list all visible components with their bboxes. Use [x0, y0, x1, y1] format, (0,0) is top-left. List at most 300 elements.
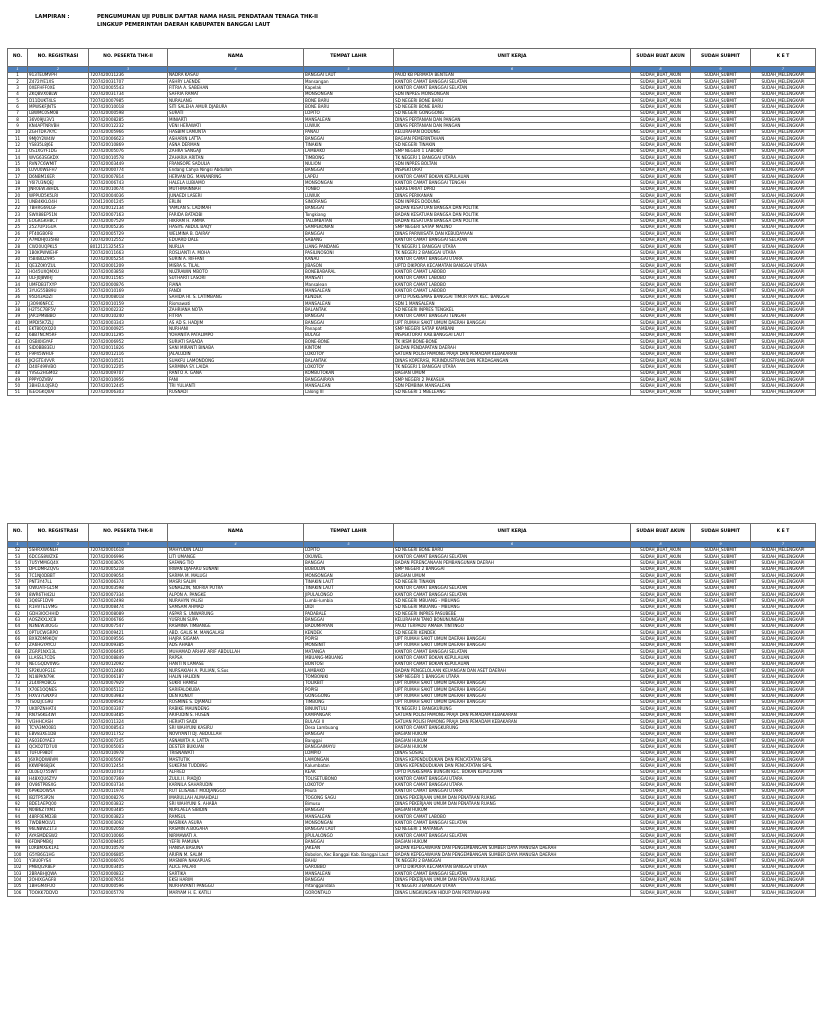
- cell-birthplace: KANAU: [304, 256, 394, 262]
- cell-account-status: SUDAH_BUAT_AKUN: [631, 649, 691, 655]
- cell-registration-number: 8WR6TH42LI: [28, 592, 89, 598]
- cell-registration-number: 2OHIXGAGF8: [28, 877, 89, 883]
- cell-account-status: SUDAH_BUAT_AKUN: [631, 617, 691, 623]
- cell-remarks: SUDAH_MELENGKAPI: [751, 370, 816, 376]
- cell-work-unit: UPTD PUSKESMAS BUNGIN KEC. BOKAN KEPULAUAN: [394, 769, 631, 775]
- cell-name: MISRA S. TILAL: [168, 262, 304, 268]
- cell-remarks: SUDAH_MELENGKAPI: [751, 611, 816, 617]
- cell-account-status: SUDAH_BUAT_AKUN: [631, 744, 691, 750]
- cell-no: 97: [8, 833, 28, 839]
- cell-participant-number: 7207420008849: [89, 655, 168, 661]
- cell-birthplace: POPISI: [304, 636, 394, 642]
- cell-registration-number: G5YB6G1HG: [28, 852, 89, 858]
- cell-participant-number: 7207420005543: [89, 85, 168, 91]
- cell-work-unit: SD NEGERI BONE BARU: [394, 97, 631, 103]
- cell-participant-number: 7207420031707: [89, 78, 168, 84]
- cell-registration-number: 2BRABHJQWA: [28, 871, 89, 877]
- cell-submit-status: SUDAH_SUBMIT: [691, 364, 751, 370]
- cell-no: 22: [8, 205, 28, 211]
- cell-account-status: SUDAH_BUAT_AKUN: [631, 256, 691, 262]
- cell-work-unit: UPT RUMAH SAKIT UMUM DAERAH BANGGAI: [394, 680, 631, 686]
- cell-submit-status: SUDAH_SUBMIT: [691, 547, 751, 553]
- cell-no: 71: [8, 668, 28, 674]
- cell-name: ROSMINE S. DJAMALI: [168, 699, 304, 705]
- cell-submit-status: SUDAH_SUBMIT: [691, 155, 751, 161]
- cell-birthplace: PANAU: [304, 129, 394, 135]
- cell-no: 8: [8, 117, 28, 123]
- cell-submit-status: SUDAH_SUBMIT: [691, 275, 751, 281]
- cell-name: YOHANITA PATALIMPO: [168, 332, 304, 338]
- cell-account-status: SUDAH_BUAT_AKUN: [631, 389, 691, 395]
- cell-birthplace: KENDEK: [304, 294, 394, 300]
- cell-work-unit: DINAS KEPENDUDUKAN DAN PENCATATAN SIPIL: [394, 756, 631, 762]
- cell-name: NOVIYANTI DJ. ABDULLAH: [168, 731, 304, 737]
- cell-submit-status: SUDAH_SUBMIT: [691, 883, 751, 889]
- cell-remarks: SUDAH_MELENGKAPI: [751, 383, 816, 389]
- cell-registration-number: 3YUG55B89U: [28, 288, 89, 294]
- cell-birthplace: BADUMPAYAN: [304, 623, 394, 629]
- cell-account-status: SUDAH_BUAT_AKUN: [631, 826, 691, 832]
- cell-participant-number: 7207420010018: [89, 104, 168, 110]
- cell-birthplace: MONSONGAN: [304, 180, 394, 186]
- cell-remarks: SUDAH_MELENGKAPI: [751, 731, 816, 737]
- cell-work-unit: INSPEKTORAT KAB.BANGGAI LAUT: [394, 332, 631, 338]
- cell-participant-number: 7207420010521: [89, 358, 168, 364]
- cell-birthplace: Kalumbatan: [304, 763, 394, 769]
- cell-submit-status: SUDAH_SUBMIT: [691, 750, 751, 756]
- cell-remarks: SUDAH_MELENGKAPI: [751, 579, 816, 585]
- cell-remarks: SUDAH_MELENGKAPI: [751, 174, 816, 180]
- cell-work-unit: SMP NEGERI 2 BANGGAI: [394, 566, 631, 572]
- cell-no: 103: [8, 871, 28, 877]
- cell-name: RABIKE MAUNDENG: [168, 706, 304, 712]
- cell-birthplace: Desa Lambuang: [304, 725, 394, 731]
- cell-submit-status: SUDAH_SUBMIT: [691, 110, 751, 116]
- cell-birthplace: Mansangan: [304, 78, 394, 84]
- cell-no: 88: [8, 775, 28, 781]
- cell-name: SITI SALEHA AMUR DJABURA: [168, 104, 304, 110]
- cell-remarks: SUDAH_MELENGKAPI: [751, 155, 816, 161]
- cell-account-status: SUDAH_BUAT_AKUN: [631, 281, 691, 287]
- cell-birthplace: LOMPIO: [304, 750, 394, 756]
- cell-no: 47: [8, 364, 28, 370]
- cell-no: 23: [8, 212, 28, 218]
- cell-remarks: SUDAH_MELENGKAPI: [751, 332, 816, 338]
- cell-submit-status: SUDAH_SUBMIT: [691, 871, 751, 877]
- cell-birthplace: mtanggandala: [304, 883, 394, 889]
- cell-name: HIKRAM H. AMMA: [168, 218, 304, 224]
- cell-name: HANISA BASUNA: [168, 845, 304, 851]
- cell-registration-number: 1BHGM4FUO: [28, 883, 89, 889]
- cell-name: NURAHYN YALISI: [168, 598, 304, 604]
- cell-work-unit: SD NEGERI BONE BARU: [394, 547, 631, 553]
- header-title-line1: PENGUMUMAN UJI PUBLIK DAFTAR NAMA HASIL PENDATAAN TENAGA THK-II: [97, 14, 318, 20]
- cell-submit-status: SUDAH_SUBMIT: [691, 180, 751, 186]
- cell-submit-status: SUDAH_SUBMIT: [691, 205, 751, 211]
- cell-work-unit: SEKRETARIAT DPRD: [394, 186, 631, 192]
- cell-registration-number: 0XEFHFF0XE: [28, 85, 89, 91]
- cell-work-unit: TK NEGERI 1 BANGGAI UTARA: [394, 155, 631, 161]
- column-header-name: NAMA: [168, 49, 304, 67]
- cell-remarks: SUDAH_MELENGKAPI: [751, 85, 816, 91]
- cell-no: 39: [8, 313, 28, 319]
- cell-birthplace: BANGGAI: [304, 560, 394, 566]
- cell-remarks: SUDAH_MELENGKAPI: [751, 668, 816, 674]
- cell-participant-number: 7207420010578: [89, 845, 168, 851]
- cell-submit-status: SUDAH_SUBMIT: [691, 858, 751, 864]
- cell-submit-status: SUDAH_SUBMIT: [691, 744, 751, 750]
- cell-work-unit: SD NEGERI TINAKIN: [394, 579, 631, 585]
- cell-work-unit: BAGIAN UMUM: [394, 370, 631, 376]
- cell-submit-status: SUDAH_SUBMIT: [691, 237, 751, 243]
- cell-participant-number: 7207420006187: [89, 674, 168, 680]
- cell-submit-status: SUDAH_SUBMIT: [691, 611, 751, 617]
- cell-no: 20: [8, 193, 28, 199]
- cell-name: FANDI: [168, 288, 304, 294]
- cell-work-unit: SD NEGERI GONGGONG: [394, 110, 631, 116]
- cell-birthplace: LAPEU: [304, 174, 394, 180]
- cell-no: 68: [8, 649, 28, 655]
- cell-account-status: SUDAH_BUAT_AKUN: [631, 674, 691, 680]
- cell-name: SARTIKA: [168, 871, 304, 877]
- cell-birthplace: TINAKIN LAUT: [304, 585, 394, 591]
- cell-work-unit: KANTOR CAMAT BANGGAI TENGAH: [394, 313, 631, 319]
- cell-work-unit: DINAS PARIWISATA DAN KEBUDAYAAN: [394, 231, 631, 237]
- cell-participant-number: 7207420012232: [89, 123, 168, 129]
- cell-birthplace: BANGGAI: [304, 731, 394, 737]
- cell-account-status: SUDAH_BUAT_AKUN: [631, 174, 691, 180]
- cell-account-status: SUDAH_BUAT_AKUN: [631, 237, 691, 243]
- cell-name: DEN KUNUT: [168, 693, 304, 699]
- cell-account-status: SUDAH_BUAT_AKUN: [631, 845, 691, 851]
- cell-work-unit: SD NEGERI INPRES PASUBEBE: [394, 611, 631, 617]
- cell-name: ARIFUDIN S. HUSEN: [168, 712, 304, 718]
- cell-account-status: SUDAH_BUAT_AKUN: [631, 224, 691, 230]
- cell-participant-number: 7207420008474: [89, 604, 168, 610]
- registration-table-page-2: [7, 523, 816, 897]
- cell-name: Endang Cahya Ningsi Abdullah: [168, 167, 304, 173]
- cell-birthplace: LUWUK: [304, 193, 394, 199]
- cell-submit-status: SUDAH_SUBMIT: [691, 148, 751, 154]
- cell-participant-number: 7207420007245: [89, 737, 168, 743]
- cell-no: 24: [8, 218, 28, 224]
- cell-registration-number: QE3Z0KYZUL: [28, 262, 89, 268]
- cell-remarks: SUDAH_MELENGKAPI: [751, 339, 816, 345]
- cell-name: SUNAEZIN, NOFRIA PUTRA: [168, 585, 304, 591]
- cell-registration-number: HO45UXQMXU: [28, 269, 89, 275]
- cell-name: YUSRUN SUPA: [168, 617, 304, 623]
- cell-submit-status: SUDAH_SUBMIT: [691, 351, 751, 357]
- cell-no: 62: [8, 611, 28, 617]
- cell-account-status: SUDAH_BUAT_AKUN: [631, 180, 691, 186]
- column-header-birthplace: TEMPAT LAHIR: [304, 524, 394, 542]
- cell-remarks: SUDAH_MELENGKAPI: [751, 769, 816, 775]
- cell-name: ARIFIN M. SALIM: [168, 852, 304, 858]
- cell-participant-number: 7207420011826: [89, 345, 168, 351]
- cell-participant-number: 7207420012134: [89, 205, 168, 211]
- cell-name: ASHARIN LATTA: [168, 136, 304, 142]
- cell-submit-status: SUDAH_SUBMIT: [691, 212, 751, 218]
- cell-account-status: SUDAH_BUAT_AKUN: [631, 883, 691, 889]
- cell-work-unit: DINAS PERIKANAN: [394, 193, 631, 199]
- cell-birthplace: BANGGAI LAUT: [304, 72, 394, 78]
- cell-no: 5: [8, 97, 28, 103]
- cell-name: SURATI: [168, 110, 304, 116]
- cell-submit-status: SUDAH_SUBMIT: [691, 845, 751, 851]
- cell-work-unit: UPTD PUSKESMAS BANGGAI TIMUR RAYA KEC. BANGGAI: [394, 294, 631, 300]
- cell-account-status: SUDAH_BUAT_AKUN: [631, 820, 691, 826]
- cell-remarks: SUDAH_MELENGKAPI: [751, 826, 816, 832]
- cell-name: IRWAN DJAFARU SUNANI: [168, 566, 304, 572]
- cell-remarks: SUDAH_MELENGKAPI: [751, 680, 816, 686]
- cell-submit-status: SUDAH_SUBMIT: [691, 78, 751, 84]
- cell-registration-number: X70E1OQNES: [28, 687, 89, 693]
- cell-submit-status: SUDAH_SUBMIT: [691, 300, 751, 306]
- cell-account-status: SUDAH_BUAT_AKUN: [631, 117, 691, 123]
- cell-registration-number: AYASMDESW2: [28, 833, 89, 839]
- cell-participant-number: 7207420007814: [89, 174, 168, 180]
- cell-submit-status: SUDAH_SUBMIT: [691, 262, 751, 268]
- cell-submit-status: SUDAH_SUBMIT: [691, 712, 751, 718]
- cell-participant-number: 7207420002232: [89, 307, 168, 313]
- cell-remarks: SUDAH_MELENGKAPI: [751, 782, 816, 788]
- cell-participant-number: 7207420010703: [89, 769, 168, 775]
- cell-remarks: SUDAH_MELENGKAPI: [751, 180, 816, 186]
- cell-account-status: SUDAH_BUAT_AKUN: [631, 763, 691, 769]
- cell-submit-status: SUDAH_SUBMIT: [691, 598, 751, 604]
- cell-participant-number: 7207420000598: [89, 110, 168, 116]
- cell-remarks: SUDAH_MELENGKAPI: [751, 553, 816, 559]
- cell-participant-number: 7207420006495: [89, 649, 168, 655]
- cell-participant-number: 7207420008543: [89, 725, 168, 731]
- column-number: 6: [394, 542, 631, 548]
- cell-name: SAMSAM AHMAD: [168, 604, 304, 610]
- cell-name: SAHIDA HI. S. LATIMBANG: [168, 294, 304, 300]
- cell-participant-number: 7207420005003: [89, 744, 168, 750]
- cell-account-status: SUDAH_BUAT_AKUN: [631, 604, 691, 610]
- table-row: [8, 389, 816, 395]
- cell-name: ZAHARIA ARITAN: [168, 155, 304, 161]
- cell-name: SANI MIRANTI BINABA: [168, 345, 304, 351]
- cell-work-unit: SDN INPRES DODUNG: [394, 199, 631, 205]
- cell-submit-status: SUDAH_SUBMIT: [691, 833, 751, 839]
- cell-birthplace: TIMBONG: [304, 699, 394, 705]
- cell-registration-number: IB2TP53P2N: [28, 795, 89, 801]
- cell-registration-number: 0PTUCWGRPO: [28, 630, 89, 636]
- cell-no: 67: [8, 642, 28, 648]
- cell-birthplace: BALANTAK: [304, 358, 394, 364]
- column-number: 5: [304, 542, 394, 548]
- cell-participant-number: 7207420006805: [89, 852, 168, 858]
- cell-no: 31: [8, 262, 28, 268]
- cell-birthplace: NULION: [304, 161, 394, 167]
- cell-participant-number: 7207420003823: [89, 814, 168, 820]
- cell-birthplace: Panapat: [304, 326, 394, 332]
- cell-remarks: SUDAH_MELENGKAPI: [751, 358, 816, 364]
- cell-no: 86: [8, 763, 28, 769]
- cell-name: VENI HERAWATI: [168, 123, 304, 129]
- column-header-no: NO.: [8, 49, 28, 67]
- cell-remarks: SUDAH_MELENGKAPI: [751, 630, 816, 636]
- cell-registration-number: J3O9I6NFCC: [28, 300, 89, 306]
- cell-work-unit: KANTOR CAMAT BOKAN KEPULAUAN: [394, 661, 631, 667]
- cell-remarks: SUDAH_MELENGKAPI: [751, 756, 816, 762]
- cell-submit-status: SUDAH_SUBMIT: [691, 136, 751, 142]
- cell-registration-number: UMFDB3TXYP: [28, 281, 89, 287]
- cell-registration-number: OSBI0IGYAF: [28, 339, 89, 345]
- cell-submit-status: SUDAH_SUBMIT: [691, 332, 751, 338]
- cell-participant-number: 7207420012205: [89, 364, 168, 370]
- cell-registration-number: OWUATFGL5M: [28, 585, 89, 591]
- cell-no: 44: [8, 345, 28, 351]
- cell-birthplace: TINAKIN LAUT: [304, 579, 394, 585]
- cell-account-status: SUDAH_BUAT_AKUN: [631, 566, 691, 572]
- cell-remarks: SUDAH_MELENGKAPI: [751, 351, 816, 357]
- cell-account-status: SUDAH_BUAT_AKUN: [631, 262, 691, 268]
- lampiran-label: LAMPIRAN :: [35, 14, 70, 20]
- cell-participant-number: 7207420002498: [89, 598, 168, 604]
- cell-submit-status: SUDAH_SUBMIT: [691, 91, 751, 97]
- cell-no: 66: [8, 636, 28, 642]
- cell-submit-status: SUDAH_SUBMIT: [691, 668, 751, 674]
- cell-registration-number: CW20UQPKL5: [28, 243, 89, 249]
- cell-remarks: SUDAH_MELENGKAPI: [751, 560, 816, 566]
- cell-participant-number: 7207420003485: [89, 712, 168, 718]
- cell-no: 46: [8, 358, 28, 364]
- cell-work-unit: KELURAHAN TANO BONUNUNGAN: [394, 617, 631, 623]
- cell-work-unit: TK NEGERI 1 BANGGAI UTARA: [394, 364, 631, 370]
- cell-work-unit: UPTD DIKPORA KECAMATAN BANGGAI UTARA: [394, 864, 631, 870]
- cell-submit-status: SUDAH_SUBMIT: [691, 795, 751, 801]
- cell-birthplace: BALANTAK: [304, 307, 394, 313]
- cell-remarks: SUDAH_MELENGKAPI: [751, 275, 816, 281]
- cell-submit-status: SUDAH_SUBMIT: [691, 737, 751, 743]
- cell-registration-number: EKT80QXQ20: [28, 326, 89, 332]
- cell-participant-number: 7207420005778: [89, 890, 168, 896]
- cell-account-status: SUDAH_BUAT_AKUN: [631, 585, 691, 591]
- cell-registration-number: SP2KU0FG1E: [28, 668, 89, 674]
- cell-work-unit: INSPEKTORAT: [394, 167, 631, 173]
- cell-no: 100: [8, 852, 28, 858]
- cell-birthplace: Lalong III: [304, 389, 394, 395]
- cell-birthplace: TOLISETUBONO: [304, 775, 394, 781]
- cell-registration-number: I5B4BDZ995: [28, 256, 89, 262]
- cell-birthplace: MANSALEAN: [304, 300, 394, 306]
- cell-submit-status: SUDAH_SUBMIT: [691, 807, 751, 813]
- cell-registration-number: 48RF0EMD3B: [28, 814, 89, 820]
- cell-birthplace: JIPULALONGO: [304, 592, 394, 598]
- cell-no: 33: [8, 275, 28, 281]
- cell-participant-number: 7207420006743: [89, 180, 168, 186]
- cell-registration-number: DL0EQ755WT: [28, 769, 89, 775]
- cell-participant-number: 7207420012116: [89, 351, 168, 357]
- cell-name: ASPAR S. UNWARUNG: [168, 611, 304, 617]
- cell-account-status: SUDAH_BUAT_AKUN: [631, 572, 691, 578]
- cell-no: 21: [8, 199, 28, 205]
- cell-birthplace: BAHU: [304, 858, 394, 864]
- cell-participant-number: 7207420011752: [89, 731, 168, 737]
- cell-registration-number: ZA6HGYAYCU: [28, 642, 89, 648]
- cell-work-unit: KANTOR CAMAT LABOBO: [394, 275, 631, 281]
- cell-remarks: SUDAH_MELENGKAPI: [751, 193, 816, 199]
- cell-birthplace: MANSALEAN: [304, 871, 394, 877]
- cell-account-status: SUDAH_BUAT_AKUN: [631, 123, 691, 129]
- cell-registration-number: MPDI5K7ZLJ: [28, 320, 89, 326]
- cell-registration-number: TS0I2JCG9U: [28, 699, 89, 705]
- cell-no: 69: [8, 655, 28, 661]
- cell-work-unit: KANTOR CAMAT BANGGAI SELATAN: [394, 585, 631, 591]
- cell-participant-number: 7207420011236: [89, 72, 168, 78]
- cell-name: SURIATI SASADA: [168, 339, 304, 345]
- cell-account-status: SUDAH_BUAT_AKUN: [631, 307, 691, 313]
- cell-no: 82: [8, 737, 28, 743]
- cell-registration-number: UNB4KKLO4H: [28, 199, 89, 205]
- cell-name: NASRIKA ASURA: [168, 820, 304, 826]
- cell-no: 106: [8, 890, 28, 896]
- cell-birthplace: BANGGAIRAYA: [304, 377, 394, 383]
- cell-participant-number: 7207420010869: [89, 142, 168, 148]
- cell-work-unit: SD NEGERI MBUANG - MBUANG: [394, 598, 631, 604]
- cell-registration-number: ULFJ0J8WHJ: [28, 275, 89, 281]
- cell-registration-number: ZGHTDR7KYC: [28, 129, 89, 135]
- cell-name: SARMINA SY. LAIDA: [168, 364, 304, 370]
- cell-account-status: SUDAH_BUAT_AKUN: [631, 668, 691, 674]
- cell-no: 94: [8, 814, 28, 820]
- cell-work-unit: SATUAN POLISI PAMONG PRAJA DAN PEMADAM KEBAKARAN: [394, 718, 631, 724]
- cell-registration-number: D40F499VBO: [28, 364, 89, 370]
- cell-registration-number: LUVU0WEFH7: [28, 167, 89, 173]
- cell-remarks: SUDAH_MELENGKAPI: [751, 313, 816, 319]
- cell-name: NADRA KASAU: [168, 72, 304, 78]
- cell-remarks: SUDAH_MELENGKAPI: [751, 725, 816, 731]
- cell-account-status: SUDAH_BUAT_AKUN: [631, 72, 691, 78]
- cell-submit-status: SUDAH_SUBMIT: [691, 649, 751, 655]
- cell-registration-number: L0RBMXEK1A1: [28, 845, 89, 851]
- cell-name: HASIYE ABDUL BAQY: [168, 224, 304, 230]
- cell-account-status: SUDAH_BUAT_AKUN: [631, 775, 691, 781]
- cell-submit-status: SUDAH_SUBMIT: [691, 680, 751, 686]
- cell-participant-number: 7207420009556: [89, 636, 168, 642]
- cell-birthplace: MATANGA: [304, 649, 394, 655]
- cell-account-status: SUDAH_BUAT_AKUN: [631, 167, 691, 173]
- cell-participant-number: 7207420009421: [89, 630, 168, 636]
- cell-participant-number: 7207420011663: [89, 250, 168, 256]
- cell-birthplace: BANGGAI: [304, 320, 394, 326]
- cell-registration-number: YVSG2HGM02: [28, 370, 89, 376]
- cell-no: 56: [8, 572, 28, 578]
- cell-account-status: SUDAH_BUAT_AKUN: [631, 364, 691, 370]
- cell-work-unit: KANTOR CAMAT BANGGAI UTARA: [394, 782, 631, 788]
- cell-remarks: SUDAH_MELENGKAPI: [751, 186, 816, 192]
- cell-work-unit: BADAN PENGELOLAAN KEUANGAN DAN ASET DAERAH: [394, 668, 631, 674]
- cell-registration-number: 5SHRXW6NLH: [28, 547, 89, 553]
- cell-account-status: SUDAH_BUAT_AKUN: [631, 795, 691, 801]
- cell-no: 17: [8, 174, 28, 180]
- cell-no: 40: [8, 320, 28, 326]
- cell-submit-status: SUDAH_SUBMIT: [691, 636, 751, 642]
- cell-participant-number: 7207420010159: [89, 300, 168, 306]
- cell-birthplace: Bimusu: [304, 801, 394, 807]
- cell-account-status: SUDAH_BUAT_AKUN: [631, 833, 691, 839]
- cell-name: NUZRAWIN MBOTO: [168, 269, 304, 275]
- cell-registration-number: Z472IYE1XS: [28, 78, 89, 84]
- cell-no: 72: [8, 674, 28, 680]
- cell-participant-number: 7207420003832: [89, 801, 168, 807]
- cell-registration-number: 7BHRG69LGF: [28, 205, 89, 211]
- cell-birthplace: BANGGAI: [304, 839, 394, 845]
- cell-name: HANTI N LAMASE: [168, 661, 304, 667]
- cell-registration-number: BDE1AEPQ00: [28, 801, 89, 807]
